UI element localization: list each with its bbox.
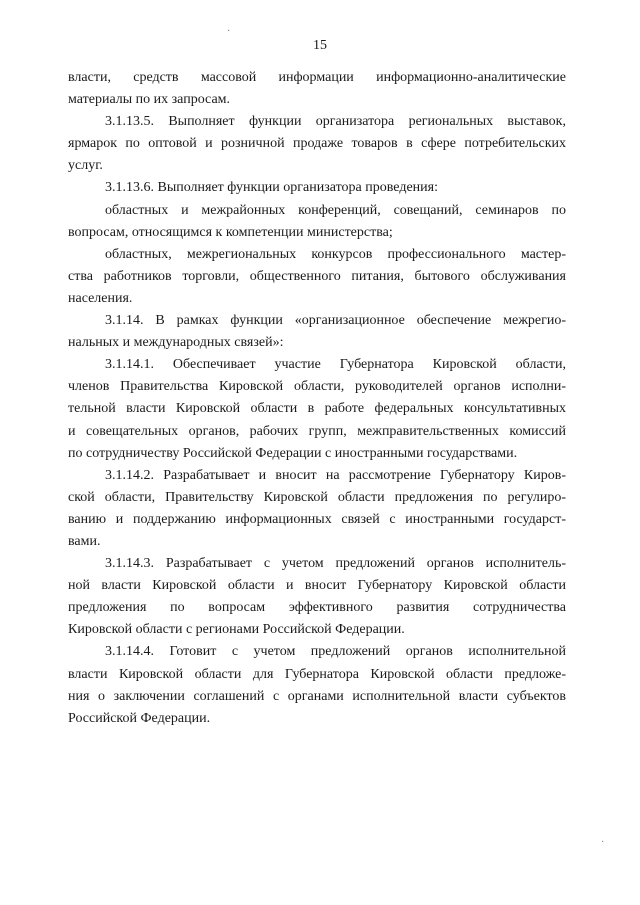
text-line: власти Кировской области для Губернатора Кировской области предложе- <box>68 666 566 682</box>
text-line: населения. <box>68 290 133 306</box>
text-line: и совещательных органов, рабочих групп, межправительственных комиссий <box>68 423 566 439</box>
text-line: 3.1.13.6. Выполняет функции организатора проведения: <box>105 180 438 196</box>
text-line: тельной власти Кировской области в работе федеральных консультативных <box>68 401 566 417</box>
text-line: 3.1.14. В рамках функции «организационное обеспечение межрегио- <box>105 313 566 329</box>
text-line: ской области, Правительству Кировской области предложения по регулиро- <box>68 489 566 505</box>
text-line: вопросам, относящимся к компетенции министерства; <box>68 224 393 240</box>
text-line: ния о заключении соглашений с органами исполнительной власти субъектов <box>68 688 566 704</box>
text-line: предложения по вопросам эффективного развития сотрудничества <box>68 600 566 616</box>
text-line: по сотрудничеству Российской Федерации с иностранными государствами. <box>68 445 518 461</box>
text-line: услуг. <box>68 158 103 174</box>
text-line: Российской Федерации. <box>68 710 211 726</box>
document-body <box>68 67 566 730</box>
text-line: нальных и международных связей»: <box>68 335 284 351</box>
text-line: ванию и поддержанию информационных связей с иностранными государст- <box>68 511 566 527</box>
text-line: вами. <box>68 533 101 549</box>
text-line: ства работников торговли, общественного питания, бытового обслуживания <box>68 268 566 284</box>
text-line: 3.1.13.5. Выполняет функции организатора региональных выставок, <box>105 114 566 130</box>
page-number: 15 <box>313 38 327 53</box>
text-line: областных, межрегиональных конкурсов профессионального мастер- <box>105 246 566 262</box>
text-line: членов Правительства Кировской области, руководителей органов исполни- <box>68 379 566 395</box>
text-line: материалы по их запросам. <box>68 92 231 108</box>
text-line: 3.1.14.1. Обеспечивает участие Губернатора Кировской области, <box>105 357 566 373</box>
scan-speck: · <box>227 26 231 37</box>
text-line: 3.1.14.3. Разрабатывает с учетом предложений органов исполнитель- <box>105 556 566 572</box>
text-line: областных и межрайонных конференций, совещаний, семинаров по <box>105 202 566 218</box>
text-line: власти, средств массовой информации информационно-аналитические <box>68 70 566 85</box>
text-line: 3.1.14.2. Разрабатывает и вносит на рассмотрение Губернатору Киров- <box>105 467 566 483</box>
text-line: ярмарок по оптовой и розничной продаже товаров в сфере потребительских <box>68 136 566 152</box>
scan-speck: · <box>601 837 605 848</box>
text-line: 3.1.14.4. Готовит с учетом предложений органов исполнительной <box>105 644 566 660</box>
text-line: Кировской области с регионами Российской Федерации. <box>68 622 405 638</box>
text-line: ной власти Кировской области и вносит Губернатору Кировской области <box>68 578 566 594</box>
